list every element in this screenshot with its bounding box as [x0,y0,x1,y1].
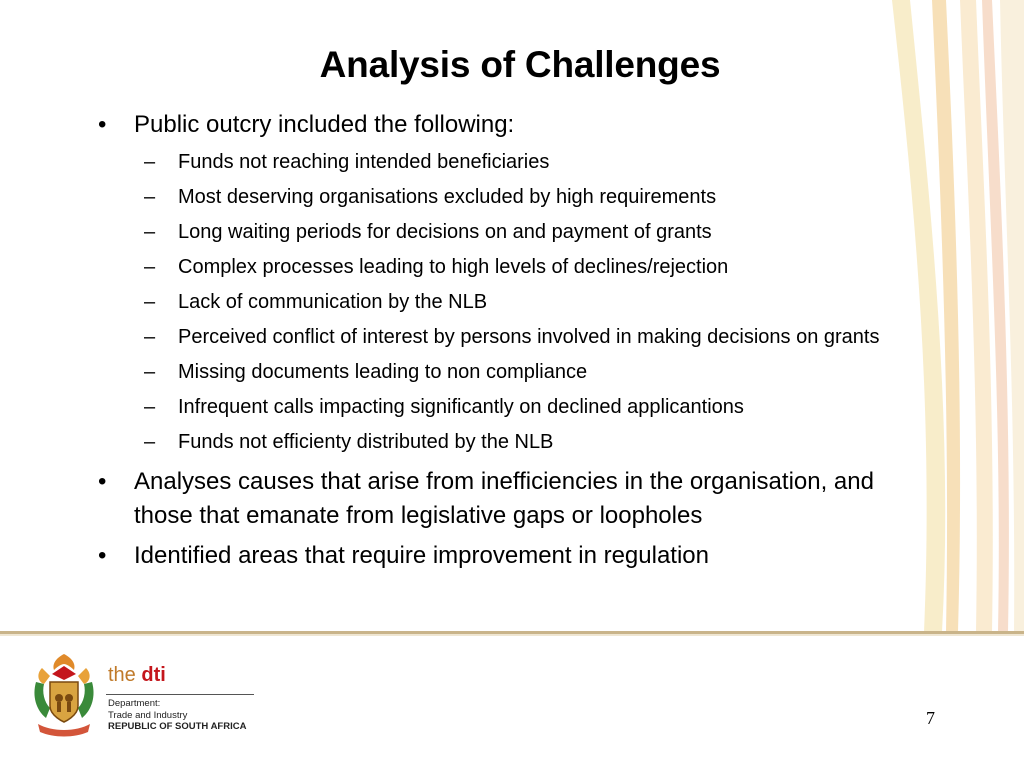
coat-of-arms-icon [28,652,100,742]
sub-mark: – [144,361,156,383]
dti-brand [108,664,166,687]
sub-item-text: Perceived conflict of interest by persons involved in making decisions on grants [178,326,880,348]
country-line: REPUBLIC OF SOUTH AFRICA [108,721,247,732]
sub-mark: – [144,151,156,173]
sub-list [94,148,934,457]
brand-divider [106,694,254,695]
sub-item [94,323,934,352]
bullet-mark: • [98,111,107,138]
bullet-item [94,539,934,573]
bullet-mark: • [98,468,107,495]
sub-item-text: Most deserving organisations excluded by high requirements [178,186,717,208]
sub-item [94,428,934,457]
sub-item-text: Long waiting periods for decisions on and payment of grants [178,221,712,243]
slide-title: Analysis of Challenges [319,44,721,85]
brand-name: dti [141,664,166,686]
department-line: Trade and Industry [108,709,188,721]
bullet-item [94,108,934,142]
sub-item [94,253,934,282]
sub-item [94,183,934,212]
sub-mark: – [144,256,156,278]
sub-mark: – [144,291,156,313]
bullet-text: Identified areas that require improvement in regulation [134,542,709,569]
sub-item-text: Funds not efficienty distributed by the NLB [178,431,554,453]
sub-item [94,393,934,422]
bullet-text: Analyses causes that arise from inefficiencies in the organisation, and those that emanate from legislative gaps or loopholes [134,468,874,529]
sub-item-text: Funds not reaching intended beneficiaries [178,151,550,173]
sub-item [94,358,934,387]
slide-content [94,108,934,579]
sub-mark: – [144,396,156,418]
department-line: Department: [108,698,161,709]
page-number: 7 [926,708,935,728]
sub-mark: – [144,431,156,453]
sub-item [94,288,934,317]
bullet-item [94,465,934,533]
sub-mark: – [144,221,156,243]
bullet-mark: • [98,542,107,569]
sub-item-text: Missing documents leading to non compliance [178,361,588,383]
sub-item-text: Infrequent calls impacting significantly on declined applicantions [178,396,744,418]
bullet-text: Public outcry included the following: [134,111,515,138]
sub-item-text: Complex processes leading to high levels of declines/rejection [178,256,729,278]
sub-mark: – [144,186,156,208]
sub-mark: – [144,326,156,348]
sub-item [94,148,934,177]
brand-prefix: the [108,664,142,686]
department-block [108,698,246,733]
sub-item [94,218,934,247]
sub-item-text: Lack of communication by the NLB [178,291,488,313]
